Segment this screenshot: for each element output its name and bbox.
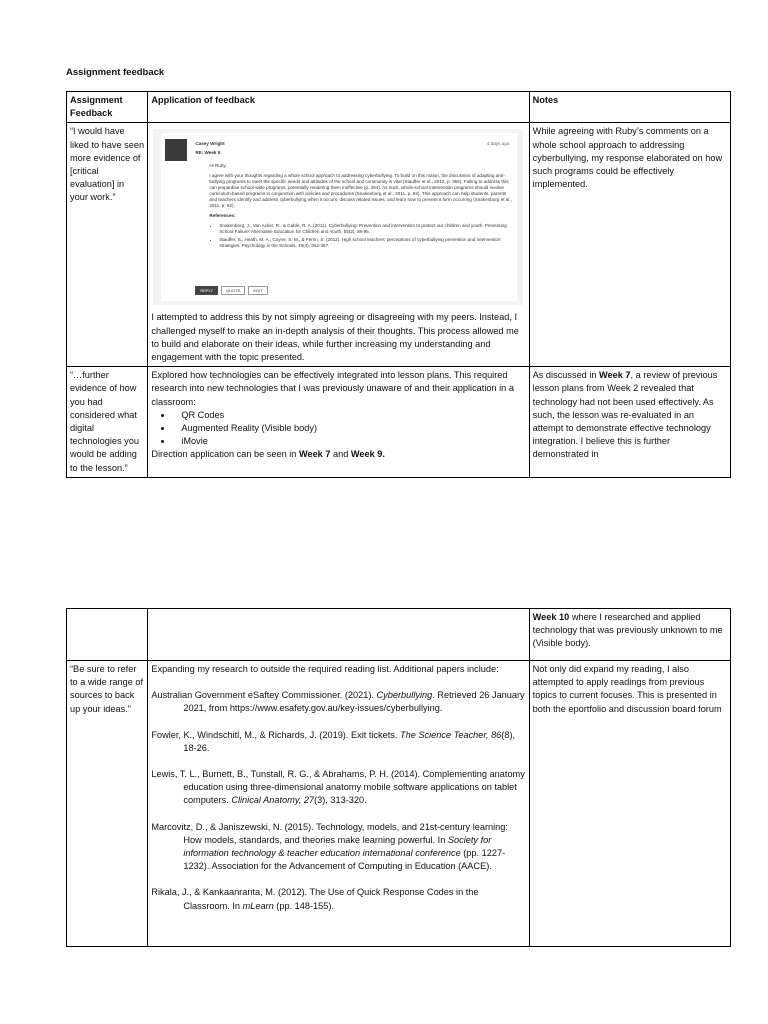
notes-cell bbox=[529, 609, 730, 661]
reference-entry bbox=[151, 729, 525, 755]
application-cell bbox=[148, 123, 529, 367]
forum-references bbox=[209, 223, 514, 249]
technology-list bbox=[151, 409, 525, 449]
list-item: • iMovie bbox=[173, 435, 525, 448]
feedback-quote bbox=[67, 609, 148, 661]
reference-entry bbox=[151, 886, 525, 912]
week-7-link: Week 7 bbox=[298, 449, 331, 460]
list-item: • Stauffer, S., Heath, M. A., Coyne, S. M., & Ferrin, S. (2012). High school teachers' perceptions of cyberbullying prevention and intervention strategies. Psychology in the Schools, 49(4), 352-367. bbox=[219, 237, 514, 249]
header-notes: Notes bbox=[529, 92, 730, 123]
reference-text: . Retrieved 26 January 2021, from https://www.esafety.gov.au/key-issues/cyberbullying. bbox=[183, 690, 525, 714]
reference-title: Cyberbullying bbox=[376, 690, 433, 701]
page-title: Assignment feedback bbox=[66, 67, 165, 78]
forum-text: I agree with your thoughts regarding a whole school approach to addressing cyberbullying. To build on this notion, the discussion of adapting anti-bullying programs to meet the specific needs and attitudes of the school and community is vital (Stauffer et al., 2012, p. 355). Failing to address this can jeopardise school-wide programs, potentially rendering them ineffective (p. 364). As such, whole-school intervention programs should involve curriculum-based programs in conjunction with policies and procedures (Snakenborg et al., 2011, p. 92). This approach can help students, parents and teachers identify and address cyberbullying when it occurs, discuss related issues, and learn how to prevent it form occurring (Snakenborg et al., 2011, p. 92). bbox=[209, 173, 512, 209]
forum-actions bbox=[195, 286, 267, 295]
direction-and: and bbox=[330, 449, 351, 460]
forum-timestamp: 4 days ago bbox=[486, 141, 510, 147]
forum-references-label: References: bbox=[209, 213, 236, 219]
avatar bbox=[165, 139, 187, 161]
reference-text: (3), 313-320. bbox=[314, 795, 367, 806]
notes-text: , a review of previous lesson plans from Week 2 revealed that technology had not been used effectively. As such, the lesson was re-evaluated in an attempt to demonstrate effective technology integration. I believe this is further demonstrated in bbox=[532, 370, 718, 460]
notes-text: where I researched and applied technology that was previously unknown to me (Visible body). bbox=[532, 612, 723, 649]
forum-body bbox=[209, 163, 514, 251]
header-row bbox=[67, 92, 731, 123]
reference-title: Clinical Anatomy, 27 bbox=[231, 795, 315, 806]
reference-entry bbox=[151, 821, 525, 874]
application-text: I attempted to address this by not simply agreeing or disagreeing with my peers. Instead, I challenged myself to make an in-depth analysis of their thoughts. This process allowed me to build and elaborate on their ideas, while further increasing my understanding and engagement with the topic presented. bbox=[151, 312, 519, 363]
table-row bbox=[67, 367, 731, 478]
notes-week: Week 7 bbox=[599, 370, 631, 381]
week-9-link: Week 9. bbox=[350, 449, 385, 460]
reference-text: (8), 18-26. bbox=[183, 729, 516, 753]
forum-greeting: Hi Ruby, bbox=[209, 163, 227, 169]
direction-prefix: Direction application can be seen in bbox=[151, 449, 299, 460]
reference-text: Australian Government eSaftey Commissioner. (2021). bbox=[151, 690, 377, 701]
reference-text: Rikala, J., & Kankaanranta, M. (2012). The Use of Quick Response Codes in the Classroom. In bbox=[151, 887, 479, 911]
application-cell bbox=[148, 609, 529, 661]
feedback-table-page-1 bbox=[66, 91, 731, 478]
notes-week: Week 10 bbox=[532, 612, 570, 622]
list-item: • Augmented Reality (Visible body) bbox=[173, 422, 525, 435]
notes-cell bbox=[529, 367, 730, 478]
application-cell bbox=[148, 661, 529, 947]
forum-post-card bbox=[161, 133, 517, 301]
reference-title: The Science Teacher, 86 bbox=[399, 729, 502, 740]
header-assignment-feedback: Assignment Feedback bbox=[67, 92, 148, 123]
reference-title: Society for information technology & teacher education international conference bbox=[183, 834, 492, 859]
reference-title: mLearn bbox=[242, 900, 274, 911]
direction-application bbox=[151, 448, 525, 461]
feedback-table-page-2 bbox=[66, 608, 731, 947]
quote-button[interactable]: QUOTE bbox=[221, 286, 245, 295]
reference-text: (pp. 148-155). bbox=[273, 900, 335, 911]
table-row bbox=[67, 661, 731, 947]
application-intro: Expanding my research to outside the required reading list. Additional papers include: bbox=[151, 664, 499, 674]
feedback-quote: “Be sure to refer to a wide range of sources to back up your ideas.” bbox=[67, 661, 148, 947]
reference-text: Lewis, T. L., Burnett, B., Tunstall, R. G., & Abrahams, P. H. (2014). Complementing anatomy education using three-dimensional anatomy mobile software applications on tablet computers. bbox=[151, 769, 525, 806]
list-item: • QR Codes bbox=[173, 409, 525, 422]
reference-text: Marcovitz, D., & Janiszewski, N. (2015). Technology, models, and 21st-century learning: How models, standards, and theories make learning powerful. In bbox=[151, 821, 508, 845]
application-intro: Explored how technologies can be effectively integrated into lesson plans. This required research into new technologies that I was previously unaware of and their application in a classroom: bbox=[151, 370, 514, 407]
table-row bbox=[67, 609, 731, 661]
table-row bbox=[67, 123, 731, 367]
forum-author: Casey Wright bbox=[195, 141, 225, 147]
forum-post-screenshot bbox=[153, 129, 523, 305]
reference-entry bbox=[151, 768, 525, 808]
reference-text: Fowler, K., Windschitl, M., & Richards, J. (2019). Exit tickets. bbox=[151, 729, 400, 740]
application-cell bbox=[148, 367, 529, 478]
notes-cell: While agreeing with Ruby’s comments on a whole school approach to addressing cyberbullying, my response elaborated on how such programs could be effectively implemented. bbox=[529, 123, 730, 367]
edit-button[interactable]: EDIT bbox=[248, 286, 267, 295]
forum-subject: RE: Week 9 bbox=[195, 150, 221, 156]
reply-button[interactable]: REPLY bbox=[195, 286, 218, 295]
notes-prefix: As discussed in bbox=[532, 370, 600, 381]
reference-text: (pp. 1227-1232). Association for the Advancement of Computing in Education (AACE). bbox=[183, 848, 506, 872]
notes-cell: Not only did expand my reading, I also attempted to apply readings from previous topics to current focuses. This is presented in both the eportfolio and discussion board forum bbox=[529, 661, 730, 947]
header-application: Application of feedback bbox=[148, 92, 529, 123]
list-item: • Snakenborg, J., Van Acker, R., & Gable, R. A. (2011). Cyberbullying: Prevention and intervention to protect our children and youth. Preventing School Failure: Alternative Education for Children and Youth, 55(2), 88-95. bbox=[219, 223, 514, 235]
feedback-quote: “…further evidence of how you had considered what digital technologies you would be adding to the lesson.” bbox=[67, 367, 148, 478]
reference-entry bbox=[151, 689, 525, 715]
feedback-quote: “I would have liked to have seen more evidence of [critical evaluation] in your work.” bbox=[67, 123, 148, 367]
